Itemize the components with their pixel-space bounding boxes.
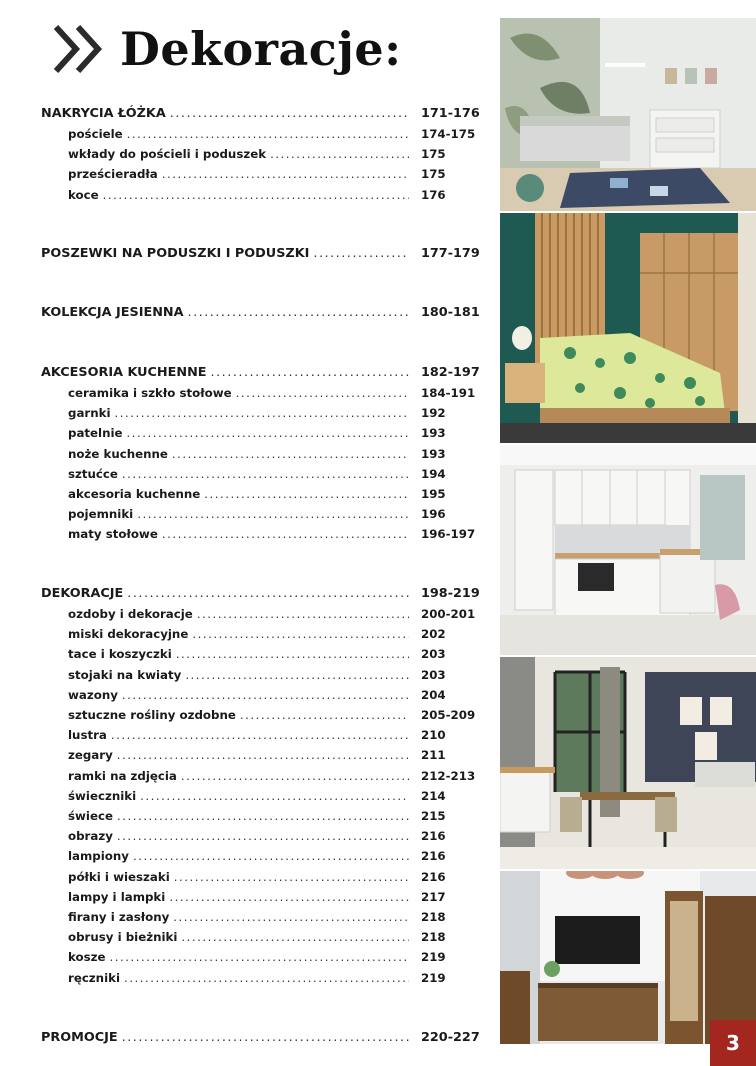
toc-page-range: 215 <box>421 809 446 823</box>
toc-page-range: 210 <box>421 728 446 743</box>
toc-page-range: 212-213 <box>421 768 476 783</box>
toc-subsection <box>68 383 481 403</box>
toc-label: wazony <box>68 687 118 702</box>
toc-label: kosze <box>68 950 106 965</box>
toc-page-range: 196 <box>421 507 446 522</box>
dot-leader <box>173 907 409 927</box>
toc-page-range: 192 <box>421 406 446 421</box>
toc-label: ramki na zdjęcia <box>68 768 177 783</box>
living-room-tv-photo <box>500 871 756 1044</box>
toc-label: sztućce <box>68 466 118 481</box>
page-header <box>52 14 402 84</box>
toc-section <box>41 584 481 604</box>
dining-room-photo <box>500 657 756 869</box>
toc-label: noże kuchenne <box>68 446 168 461</box>
toc-label: świeczniki <box>68 788 137 803</box>
toc-subsection <box>68 164 481 184</box>
toc-subsection <box>68 423 481 443</box>
toc-page-range: 218 <box>421 930 446 945</box>
toc-page-range: 193 <box>421 446 446 461</box>
dot-leader <box>127 124 409 144</box>
dot-leader <box>117 745 409 765</box>
dot-leader <box>170 104 409 124</box>
dot-leader <box>176 644 409 664</box>
toc-label: zegary <box>68 748 113 763</box>
dot-leader <box>137 504 409 524</box>
toc-page-range: 216 <box>421 829 446 844</box>
toc-subsection <box>68 144 481 164</box>
toc-page-range: 216 <box>421 869 446 884</box>
toc-label: wkłady do pościeli i poduszek <box>68 147 267 162</box>
toc-section <box>41 363 481 383</box>
toc-page-range: 219 <box>421 970 446 985</box>
toc-subsection <box>68 665 481 685</box>
toc-subsection <box>68 745 481 765</box>
toc-label: lampy i lampki <box>68 889 166 904</box>
dot-leader <box>127 423 409 443</box>
toc-label: AKCESORIA KUCHENNE <box>41 365 207 380</box>
toc-page-range: 177-179 <box>421 246 480 261</box>
toc-page-range: 174-175 <box>421 127 476 141</box>
toc-subsection <box>68 806 481 826</box>
toc-page-range: 205-209 <box>421 708 476 722</box>
dot-leader <box>181 927 409 947</box>
dot-leader <box>117 806 409 826</box>
dot-leader <box>127 584 409 604</box>
toc-subsection <box>68 403 481 423</box>
dot-leader <box>103 185 409 205</box>
toc-label: firany i zasłony <box>68 910 170 924</box>
toc-label: obrazy <box>68 829 113 844</box>
toc-page-range: 198-219 <box>421 586 480 601</box>
toc-page-range: 214 <box>421 788 446 803</box>
toc-subsection <box>68 624 481 644</box>
toc-subsection <box>68 484 481 504</box>
toc-label: maty stołowe <box>68 527 158 542</box>
page-number: 3 <box>710 1020 756 1066</box>
toc-page-range: 204 <box>421 687 446 702</box>
bedroom-photo <box>500 213 756 443</box>
toc-label: sztuczne rośliny ozdobne <box>68 708 236 722</box>
toc-label: pościele <box>68 127 123 141</box>
toc-label: obrusy i bieżniki <box>68 930 178 945</box>
toc-label: POSZEWKI NA PODUSZKI I PODUSZKI <box>41 246 310 261</box>
dot-leader <box>162 524 409 544</box>
toc-subsection <box>68 947 481 967</box>
dot-leader <box>133 846 409 866</box>
toc-label: tace i koszyczki <box>68 647 172 662</box>
toc-subsection <box>68 867 481 887</box>
dot-leader <box>211 363 409 383</box>
dot-leader <box>185 665 409 685</box>
dot-leader <box>204 484 409 504</box>
toc-label: ceramika i szkło stołowe <box>68 386 232 400</box>
photo-column <box>500 18 756 1044</box>
toc-label: miski dekoracyjne <box>68 627 189 642</box>
toc-page-range: 211 <box>421 748 446 763</box>
dot-leader <box>162 164 409 184</box>
toc-page-range: 217 <box>421 889 446 904</box>
toc-subsection <box>68 846 481 866</box>
toc-subsection <box>68 826 481 846</box>
toc-subsection <box>68 524 481 544</box>
double-chevron-right-icon <box>52 21 108 77</box>
toc-page-range: 202 <box>421 627 446 642</box>
toc-subsection <box>68 766 481 786</box>
toc-section <box>41 303 481 323</box>
toc-subsection <box>68 444 481 464</box>
dot-leader <box>313 244 409 264</box>
toc-label: ręczniki <box>68 970 121 985</box>
toc-label: lampiony <box>68 849 129 864</box>
toc-label: pojemniki <box>68 507 134 522</box>
dot-leader <box>117 826 409 846</box>
toc-label: koce <box>68 187 99 202</box>
dot-leader <box>181 766 409 786</box>
dot-leader <box>240 705 409 725</box>
toc-label: półki i wieszaki <box>68 869 170 884</box>
dot-leader <box>122 1028 409 1048</box>
toc-subsection <box>68 927 481 947</box>
dot-leader <box>172 444 409 464</box>
dot-leader <box>236 383 409 403</box>
toc-label: prześcieradła <box>68 167 158 182</box>
toc-subsection <box>68 685 481 705</box>
toc-page-range: 218 <box>421 910 446 924</box>
toc-label: PROMOCJE <box>41 1030 118 1045</box>
toc-label: stojaki na kwiaty <box>68 667 182 682</box>
toc-label: akcesoria kuchenne <box>68 487 201 501</box>
dot-leader <box>110 947 409 967</box>
dot-leader <box>197 604 409 624</box>
toc-page-range: 175 <box>421 167 446 182</box>
toc-subsection <box>68 185 481 205</box>
toc-page-range: 175 <box>421 147 446 162</box>
kitchen-photo <box>500 445 756 655</box>
toc-subsection <box>68 705 481 725</box>
toc-page-range: 182-197 <box>421 365 480 380</box>
page-title: Dekoracje: <box>120 22 402 76</box>
toc-section <box>41 244 481 264</box>
dot-leader <box>140 786 409 806</box>
dot-leader <box>122 685 409 705</box>
dot-leader <box>270 144 409 164</box>
toc-subsection <box>68 887 481 907</box>
toc-page-range: 219 <box>421 950 446 965</box>
toc-label: NAKRYCIA ŁÓŻKA <box>41 106 166 121</box>
dot-leader <box>174 867 409 887</box>
toc-page-range: 200-201 <box>421 607 476 621</box>
toc-page-range: 180-181 <box>421 305 480 320</box>
toc-label: DEKORACJE <box>41 586 124 601</box>
toc-label: lustra <box>68 728 107 743</box>
toc-subsection <box>68 124 481 144</box>
toc-page-range: 203 <box>421 647 446 662</box>
toc-section <box>41 1028 481 1048</box>
toc-label: garnki <box>68 406 111 421</box>
toc-page-range: 176 <box>421 187 446 202</box>
toc-page-range: 193 <box>421 426 446 441</box>
dot-leader <box>115 403 409 423</box>
toc-page-range: 195 <box>421 487 446 501</box>
toc-label: ozdoby i dekoracje <box>68 607 193 621</box>
dot-leader <box>169 887 409 907</box>
toc-page-range: 171-176 <box>421 106 480 121</box>
toc-label: patelnie <box>68 426 123 441</box>
toc-label: KOLEKCJA JESIENNA <box>41 305 184 320</box>
toc-page-range: 220-227 <box>421 1030 480 1045</box>
kids-room-photo <box>500 18 756 211</box>
toc-subsection <box>68 725 481 745</box>
toc-subsection <box>68 907 481 927</box>
dot-leader <box>192 624 409 644</box>
toc-subsection <box>68 786 481 806</box>
toc-subsection <box>68 644 481 664</box>
toc-subsection <box>68 968 481 988</box>
dot-leader <box>111 725 409 745</box>
toc-page-range: 184-191 <box>421 386 476 400</box>
toc-page-range: 194 <box>421 466 446 481</box>
toc-subsection <box>68 504 481 524</box>
dot-leader <box>124 968 409 988</box>
toc-section <box>41 104 481 124</box>
toc-page-range: 216 <box>421 849 446 864</box>
toc-subsection <box>68 604 481 624</box>
dot-leader <box>188 303 409 323</box>
toc-subsection <box>68 464 481 484</box>
toc-page-range: 196-197 <box>421 527 476 542</box>
dot-leader <box>122 464 409 484</box>
toc-page-range: 203 <box>421 667 446 682</box>
toc-label: świece <box>68 809 113 823</box>
